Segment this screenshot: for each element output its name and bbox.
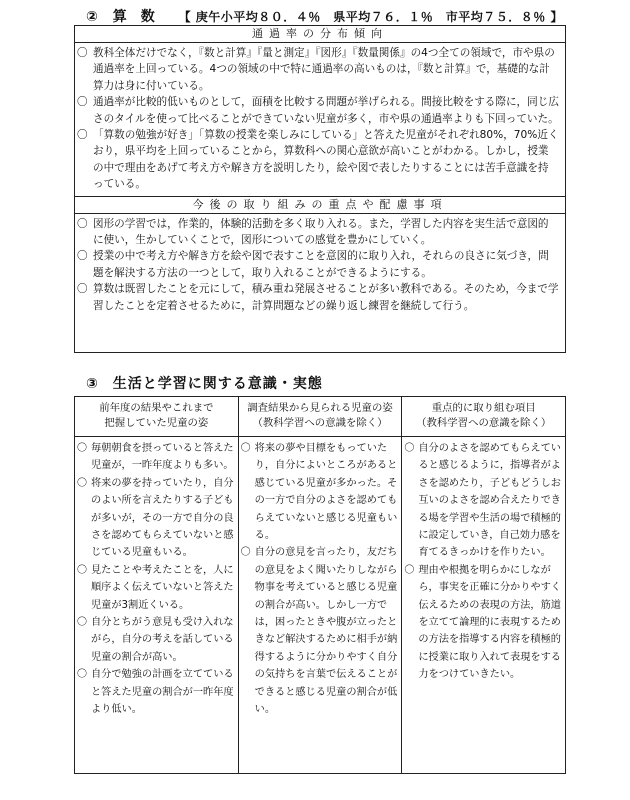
column-header-line: 前年度の結果やこれまで <box>99 402 214 414</box>
future-item: 〇 図形の学習では，作業的，体験的活動を多く取り入れる。また，学習した内容を実生活で意図的に使い，生かしていくことで，図形についての感覚を豊かにしていく。 <box>75 216 565 249</box>
column-body <box>402 437 565 684</box>
column-header <box>402 397 565 437</box>
column-previous <box>75 397 239 773</box>
future-item: 〇 授業の中で考え方や解き方を絵や図で表すことを意図的に取り入れ，それらの良さに気づき，問題を解決する方法の一つとして，取り入れることができるようにする。 <box>75 248 565 281</box>
column-header <box>239 397 402 437</box>
pass-rate-item: 〇 教科全体だけでなく，『数と計算』『量と測定』『図形』『数量関係』の4つ全ての領域で，市や県の通過率を上回っている。4つの領域の中で特に通過率の高いものは，『数と計算』で，基礎的な計算力は身に付いている。 <box>75 45 565 94</box>
column-header-line: 調査結果から見られる児童の姿 <box>247 402 393 414</box>
pass-rate-band: 通過率の分布傾向 <box>75 26 565 43</box>
awareness-table <box>74 396 566 774</box>
column-focus <box>402 397 565 773</box>
future-band: 今後の取り組みの重点や配慮事項 <box>75 196 565 214</box>
column-item: 〇 将来の夢や目標をもっていたり，自分によいところがあると感じている児童が多かった。その一方で自分のよさを認めてもらえていないと感じる児童もいる。 <box>241 440 398 544</box>
section3-heading <box>86 373 323 393</box>
section2-number: ② <box>86 9 99 25</box>
pass-rate-item: 〇 「算数の勉強が好き」「算数の授業を楽しみにしている」と答えた児童がそれぞれ80%，70%近くおり，県平均を上回っていることから，算数科への関心意欲が高いことがわかる。しかし，授業の中で理由をあげて考え方や解き方を説明したり，絵や図で表したりすることには苦手意識を持っている。 <box>75 127 565 193</box>
column-header-line: 把握していた児童の姿 <box>104 417 209 429</box>
future-item: 〇 算数は既習したことを元にして，積み重ね発展させることが多い教科である。そのため，今まで学習したことを定着させるために，計算問題などの繰り返し練習を継続して行う。 <box>75 281 565 314</box>
pass-rate-list <box>75 43 565 196</box>
column-item: 〇 自分とちがう意見も受け入れながら，自分の考えを話している児童の割合が高い。 <box>77 614 234 666</box>
future-list <box>75 214 565 317</box>
column-body <box>75 437 238 719</box>
column-header-line: 重点的に取り組む項目 <box>431 402 536 414</box>
section2-averages: 【 庚午小平均８０．４％ 県平均７６．１％ 市平均７５．８％ 】 <box>178 10 563 24</box>
column-item: 〇 見たことや考えたことを，人に順序よく伝えていないと答えた児童が3割近くいる。 <box>77 562 234 614</box>
column-item: 〇 自分で勉強の計画を立てていると答えた児童の割合が一昨年度より低い。 <box>77 666 234 718</box>
column-body <box>239 437 402 719</box>
column-item: 〇 自分の意見を言ったり，友だちの意見をよく聞いたりしながら物事を考えていると感じる児童の割合が高い。しかし一方では，困ったときや腹が立ったときなど解決するために相手が納得するように分かりやすく自分の気持ちを言葉で伝えることができると感じる児童の割合が低い。 <box>241 544 398 718</box>
section2-name: 算数 <box>112 9 169 25</box>
column-header-line: （教科学習への意識を除く） <box>416 417 552 429</box>
section3-number: ③ <box>86 376 99 392</box>
section3-title: 生活と学習に関する意識・実態 <box>112 376 323 392</box>
column-item: 〇 自分のよさを認めてもらえていると感じるように，指導者がよさを認めたり，子どもどうしお互いのよさを認め合えたりできる場を学習や生活の場で積極的に設定していき，自己効力感を育てるきっかけを作りたい。 <box>404 440 561 562</box>
section2-heading <box>86 6 563 26</box>
math-summary-box <box>74 25 566 353</box>
column-header-line: （教科学習への意識を除く） <box>252 417 388 429</box>
column-survey <box>239 397 403 773</box>
column-header <box>75 397 238 437</box>
column-item: 〇 将来の夢を持っていたり，自分のよい所を言えたりする子どもが多いが，その一方で自分の良さを認めてもらえていないと感じている児童もいる。 <box>77 475 234 562</box>
column-item: 〇 理由や根拠を明らかにしながら，事実を正確に分かりやすく伝えるための表現の方法，筋道を立てて論理的に表現するための方法を指導する内容を積極的に授業に取り入れて表現をする力をつけていきたい。 <box>404 562 561 684</box>
pass-rate-item: 〇 通過率が比較的低いものとして，面積を比較する問題が挙げられる。間接比較をする際に，同じ広さのタイルを使って比べることができていない児童が多く，市や県の通過率よりも下回っていた。 <box>75 94 565 127</box>
column-item: 〇 毎朝朝食を摂っていると答えた児童が，一昨年度よりも多い。 <box>77 440 234 475</box>
